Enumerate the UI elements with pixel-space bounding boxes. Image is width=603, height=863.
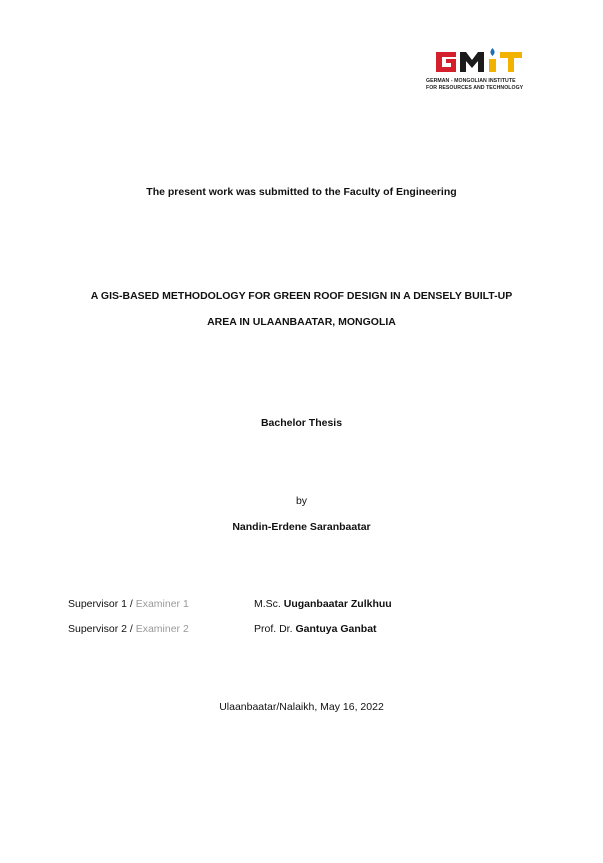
logo-caption <box>426 78 538 93</box>
examiner-label: Examiner 2 <box>135 623 189 635</box>
thesis-title-line-2: AREA IN ULAANBAATAR, MONGOLIA <box>207 316 396 328</box>
logo-caption-line-1: GERMAN - MONGOLIAN INSTITUTE <box>426 78 516 84</box>
supervisor-academic-title: Prof. Dr. <box>254 623 296 635</box>
logo-caption-line-2: FOR RESOURCES AND TECHNOLOGY <box>426 85 524 92</box>
supervisor-role <box>68 623 189 635</box>
place-and-date: Ulaanbaatar/Nalaikh, May 16, 2022 <box>219 701 384 713</box>
supervisor-name <box>254 598 392 610</box>
gmit-logo <box>426 48 538 98</box>
by-label: by <box>295 495 308 507</box>
thesis-title-line-1: A GIS-BASED METHODOLOGY FOR GREEN ROOF DESIGN IN A DENSELY BUILT-UP <box>90 290 513 302</box>
gmit-logo-mark <box>436 48 536 74</box>
supervisor-name <box>254 623 377 635</box>
examiner-label: Examiner 1 <box>135 598 189 610</box>
supervisor-label: Supervisor 2 / <box>68 623 136 635</box>
supervisor-academic-title: M.Sc. <box>254 598 284 610</box>
author-name: Nandin-Erdene Saranbaatar <box>232 521 371 533</box>
supervisor-fullname: Uuganbaatar Zulkhuu <box>283 598 392 610</box>
supervisor-role <box>68 598 189 610</box>
submitted-statement: The present work was submitted to the Faculty of Engineering <box>146 186 457 198</box>
thesis-type: Bachelor Thesis <box>260 417 343 429</box>
supervisor-label: Supervisor 1 / <box>68 598 136 610</box>
supervisor-fullname: Gantuya Ganbat <box>295 623 377 635</box>
